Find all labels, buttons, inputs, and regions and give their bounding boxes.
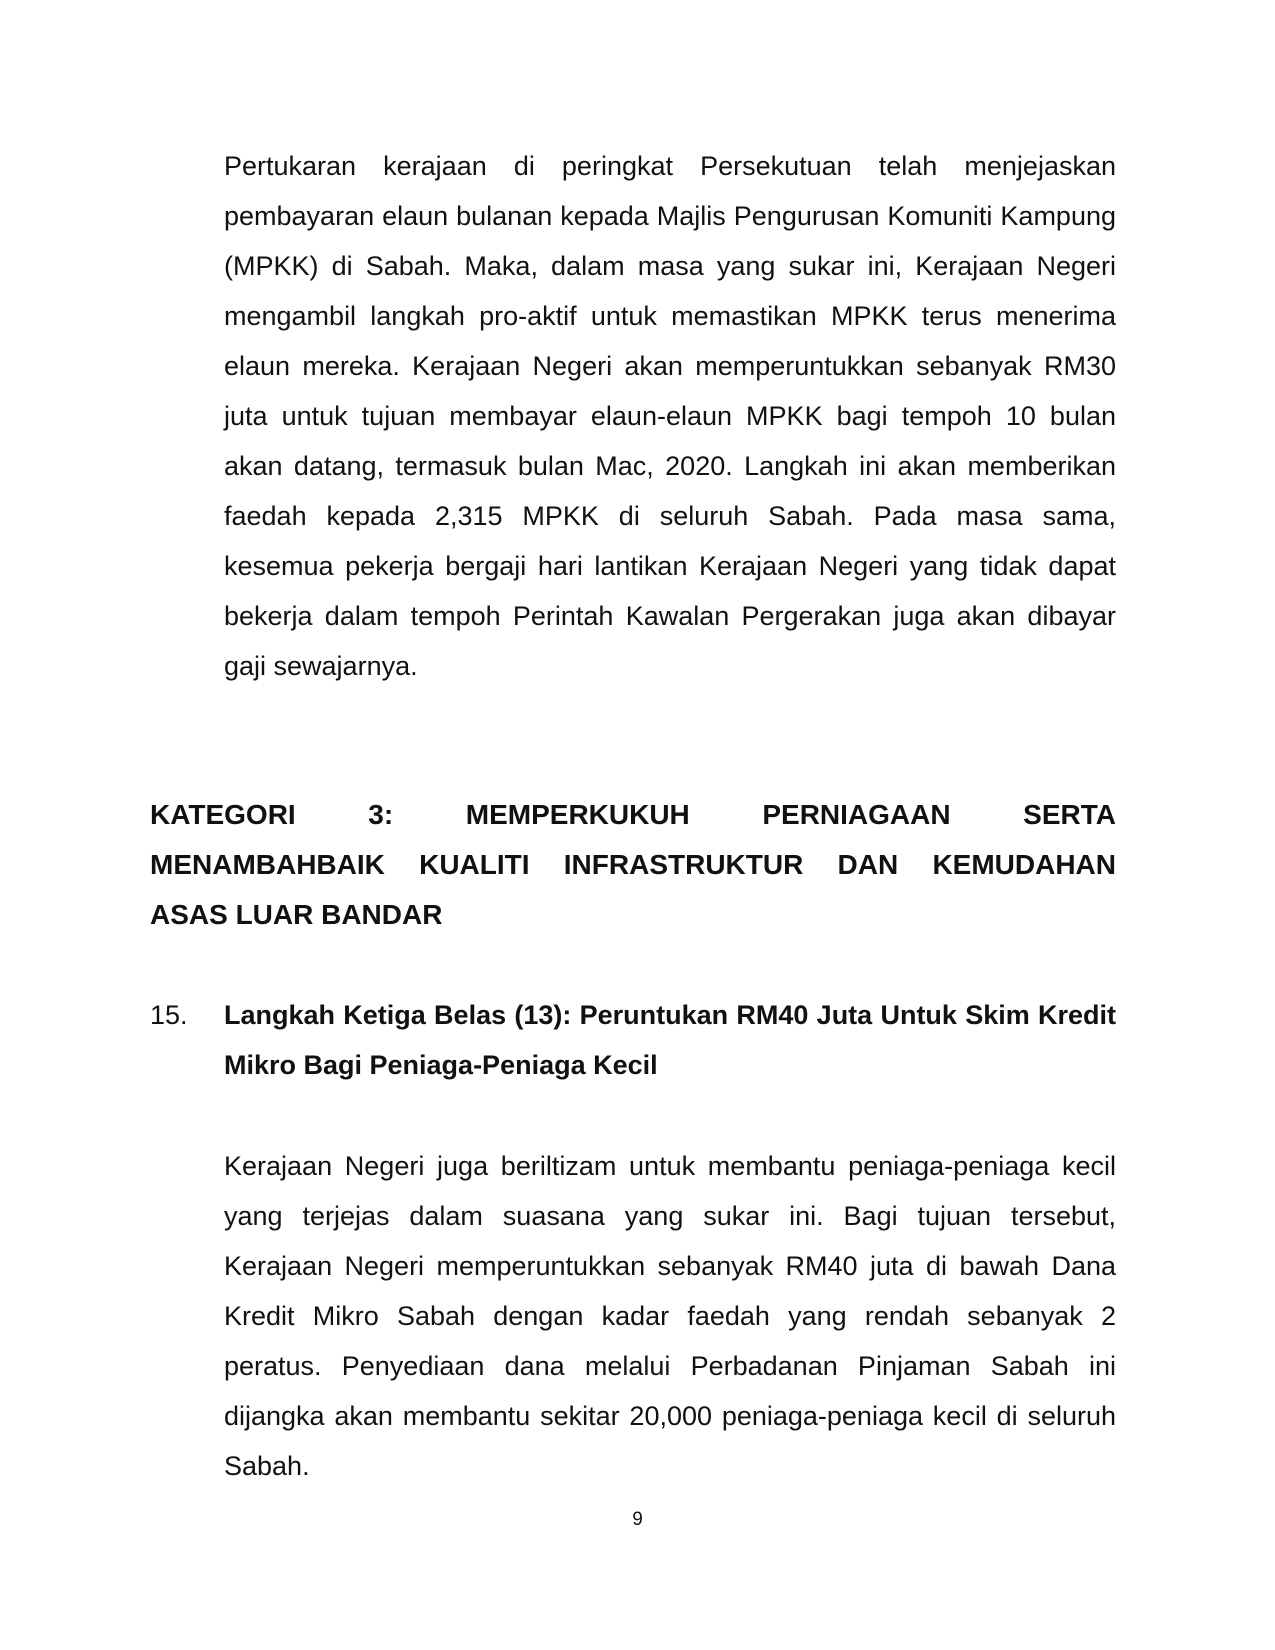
- body-paragraph-micro-credit: Kerajaan Negeri juga beriltizam untuk membantu peniaga-peniaga kecil yang terjejas dalam suasana yang sukar ini. Bagi tujuan tersebut, Kerajaan Negeri memperuntukkan sebanyak RM40 juta di bawah Dana Kredit Mikro Sabah dengan kadar faedah yang rendah sebanyak 2 peratus. Penyediaan dana melalui Perbadanan Pinjaman Sabah ini dijangka akan membantu sekitar 20,000 peniaga-peniaga kecil di seluruh Sabah.: [224, 1151, 1116, 1481]
- category-heading-line-1: KATEGORI 3: MEMPERKUKUH PERNIAGAAN SERTA: [150, 799, 1116, 830]
- category-heading-line-3: ASAS LUAR BANDAR: [150, 899, 443, 930]
- body-paragraph-mpkk-allowance: Pertukaran kerajaan di peringkat Persekutuan telah menjejaskan pembayaran elaun bulanan kepada Majlis Pengurusan Komuniti Kampung (MPKK) di Sabah. Maka, dalam masa yang sukar ini, Kerajaan Negeri mengambil langkah pro-aktif untuk memastikan MPKK terus menerima elaun mereka. Kerajaan Negeri akan memperuntukkan sebanyak RM30 juta untuk tujuan membayar elaun-elaun MPKK bagi tempoh 10 bulan akan datang, termasuk bulan Mac, 2020. Langkah ini akan memberikan faedah kepada 2,315 MPKK di seluruh Sabah. Pada masa sama, kesemua pekerja bergaji hari lantikan Kerajaan Negeri yang tidak dapat bekerja dalam tempoh Perintah Kawalan Pergerakan juga akan dibayar gaji sewajarnya.: [224, 151, 1116, 681]
- category-heading-line-2: MENAMBAHBAIK KUALITI INFRASTRUKTUR DAN KEMUDAHAN: [150, 849, 1116, 880]
- page-number: 9: [632, 1509, 643, 1530]
- item-title: Langkah Ketiga Belas (13): Peruntukan RM40 Juta Untuk Skim Kredit Mikro Bagi Peniaga-Peniaga Kecil: [224, 1000, 1116, 1080]
- item-number: 15.: [150, 1000, 188, 1030]
- category-heading: [150, 790, 1116, 940]
